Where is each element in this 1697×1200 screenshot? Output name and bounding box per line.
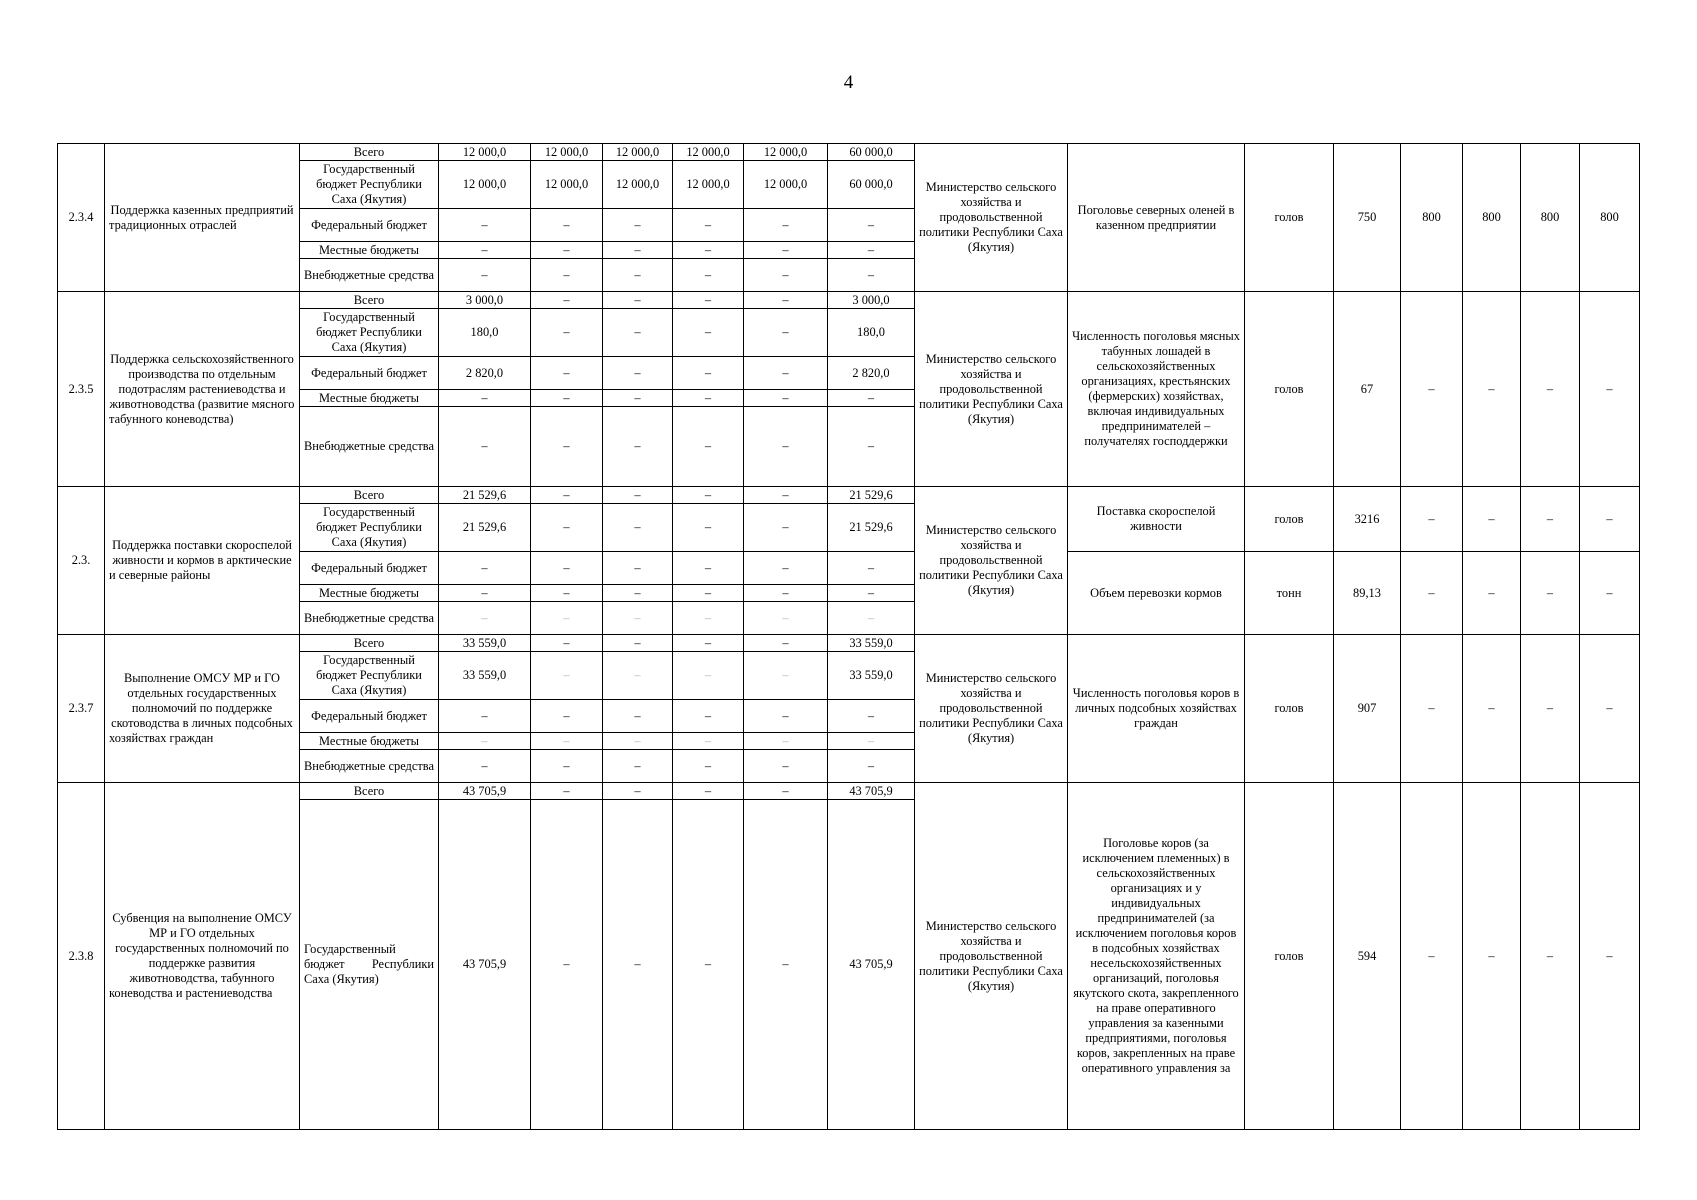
value-cell: –: [673, 390, 744, 407]
value-cell: –: [673, 242, 744, 259]
value-cell: –: [603, 783, 673, 800]
indicator-value: –: [1521, 487, 1580, 552]
value-cell: –: [744, 700, 828, 733]
source-label: Внебюджетные средства: [300, 259, 439, 292]
value-cell: –: [673, 635, 744, 652]
page-number: 4: [843, 72, 854, 93]
source-label: Федеральный бюджет: [300, 357, 439, 390]
indicator-value: –: [1463, 635, 1521, 783]
value-cell: –: [531, 783, 603, 800]
value-cell: –: [828, 602, 915, 635]
indicator-value: –: [1401, 552, 1463, 635]
value-cell: –: [744, 504, 828, 552]
value-cell: 21 529,6: [828, 487, 915, 504]
value-cell: –: [603, 504, 673, 552]
value-cell: 2 820,0: [828, 357, 915, 390]
measure-code: 2.3.7: [58, 635, 105, 783]
value-cell: –: [673, 750, 744, 783]
value-cell: –: [744, 242, 828, 259]
indicator-value: 67: [1334, 292, 1401, 487]
indicator-value: –: [1401, 783, 1463, 1130]
value-cell: –: [744, 209, 828, 242]
indicator-value: –: [1521, 635, 1580, 783]
table-row: [58, 292, 1640, 309]
value-cell: –: [673, 292, 744, 309]
source-label: Внебюджетные средства: [300, 602, 439, 635]
value-cell: –: [439, 552, 531, 585]
indicator-value: –: [1463, 487, 1521, 552]
value-cell: –: [673, 700, 744, 733]
value-cell: –: [744, 309, 828, 357]
value-cell: –: [531, 259, 603, 292]
source-label: Местные бюджеты: [300, 390, 439, 407]
indicator-value: 89,13: [1334, 552, 1401, 635]
indicator-value: –: [1521, 783, 1580, 1130]
value-cell: –: [673, 504, 744, 552]
value-cell: –: [744, 800, 828, 1130]
indicator-value: –: [1463, 783, 1521, 1130]
source-label: Всего: [300, 292, 439, 309]
value-cell: 12 000,0: [673, 144, 744, 161]
measure-code: 2.3.: [58, 487, 105, 635]
value-cell: 2 820,0: [439, 357, 531, 390]
value-cell: –: [828, 390, 915, 407]
indicator-value: 594: [1334, 783, 1401, 1130]
value-cell: –: [603, 733, 673, 750]
value-cell: –: [744, 585, 828, 602]
value-cell: 12 000,0: [531, 161, 603, 209]
value-cell: –: [531, 635, 603, 652]
value-cell: –: [603, 552, 673, 585]
value-cell: 21 529,6: [828, 504, 915, 552]
value-cell: 12 000,0: [439, 161, 531, 209]
value-cell: 3 000,0: [828, 292, 915, 309]
value-cell: –: [828, 209, 915, 242]
value-cell: 12 000,0: [744, 161, 828, 209]
indicator-value: –: [1401, 635, 1463, 783]
value-cell: –: [828, 700, 915, 733]
value-cell: –: [744, 407, 828, 487]
source-label: Федеральный бюджет: [300, 209, 439, 242]
value-cell: –: [603, 750, 673, 783]
value-cell: –: [531, 552, 603, 585]
indicator-value: 800: [1401, 144, 1463, 292]
measure-name: Поддержка поставки скороспелой живности и кормов в арктические и северные районы: [105, 487, 300, 635]
value-cell: –: [531, 309, 603, 357]
value-cell: 33 559,0: [828, 635, 915, 652]
value-cell: 43 705,9: [828, 783, 915, 800]
value-cell: –: [439, 585, 531, 602]
value-cell: –: [744, 635, 828, 652]
source-label: Внебюджетные средства: [300, 750, 439, 783]
indicator-value: –: [1401, 292, 1463, 487]
value-cell: –: [439, 259, 531, 292]
value-cell: –: [439, 242, 531, 259]
table-row: [58, 635, 1640, 652]
value-cell: –: [673, 783, 744, 800]
value-cell: –: [531, 487, 603, 504]
value-cell: –: [603, 209, 673, 242]
source-label: Внебюджетные средства: [300, 407, 439, 487]
indicator-value: –: [1580, 552, 1640, 635]
executor: Министерство сельского хозяйства и продовольственной политики Республики Саха (Якутия): [915, 487, 1068, 635]
value-cell: –: [531, 733, 603, 750]
value-cell: –: [603, 242, 673, 259]
executor: Министерство сельского хозяйства и продовольственной политики Республики Саха (Якутия): [915, 635, 1068, 783]
indicator-value: 3216: [1334, 487, 1401, 552]
source-label: Государственный бюджет Республики Саха (Якутия): [300, 161, 439, 209]
value-cell: 180,0: [828, 309, 915, 357]
indicator-value: –: [1521, 292, 1580, 487]
value-cell: 21 529,6: [439, 487, 531, 504]
value-cell: –: [531, 390, 603, 407]
measure-name: Поддержка казенных предприятий традиционных отраслей: [105, 144, 300, 292]
value-cell: –: [744, 552, 828, 585]
value-cell: –: [673, 209, 744, 242]
value-cell: –: [744, 733, 828, 750]
value-cell: 43 705,9: [439, 800, 531, 1130]
source-label: Всего: [300, 487, 439, 504]
value-cell: 21 529,6: [439, 504, 531, 552]
indicator-value: –: [1463, 552, 1521, 635]
value-cell: –: [531, 602, 603, 635]
value-cell: –: [673, 800, 744, 1130]
indicator-name: Объем перевозки кормов: [1068, 552, 1245, 635]
value-cell: –: [439, 390, 531, 407]
indicator-value: 800: [1521, 144, 1580, 292]
value-cell: –: [673, 309, 744, 357]
value-cell: –: [439, 750, 531, 783]
program-measures-table: [57, 143, 1640, 1130]
value-cell: –: [603, 292, 673, 309]
value-cell: –: [673, 487, 744, 504]
indicator-unit: голов: [1245, 635, 1334, 783]
value-cell: –: [744, 487, 828, 504]
indicator-value: 800: [1580, 144, 1640, 292]
value-cell: –: [744, 652, 828, 700]
executor: Министерство сельского хозяйства и продовольственной политики Республики Саха (Якутия): [915, 292, 1068, 487]
value-cell: 43 705,9: [439, 783, 531, 800]
source-label: Местные бюджеты: [300, 733, 439, 750]
value-cell: –: [531, 357, 603, 390]
value-cell: 33 559,0: [439, 635, 531, 652]
value-cell: –: [828, 733, 915, 750]
table-row: [58, 783, 1640, 800]
indicator-unit: голов: [1245, 144, 1334, 292]
value-cell: 12 000,0: [531, 144, 603, 161]
value-cell: 12 000,0: [744, 144, 828, 161]
indicator-unit: тонн: [1245, 552, 1334, 635]
value-cell: 33 559,0: [439, 652, 531, 700]
value-cell: –: [828, 552, 915, 585]
value-cell: –: [603, 635, 673, 652]
source-label: Государственный бюджет Республики Саха (Якутия): [300, 652, 439, 700]
source-label: Местные бюджеты: [300, 242, 439, 259]
indicator-value: 800: [1463, 144, 1521, 292]
value-cell: –: [603, 259, 673, 292]
value-cell: 33 559,0: [828, 652, 915, 700]
value-cell: –: [673, 733, 744, 750]
value-cell: –: [673, 585, 744, 602]
indicator-value: 750: [1334, 144, 1401, 292]
indicator-unit: голов: [1245, 292, 1334, 487]
source-label: Государственный бюджет Республики Саха (Якутия): [300, 800, 439, 1130]
value-cell: –: [744, 292, 828, 309]
value-cell: 60 000,0: [828, 161, 915, 209]
value-cell: 180,0: [439, 309, 531, 357]
value-cell: –: [603, 700, 673, 733]
indicator-value: –: [1580, 292, 1640, 487]
value-cell: –: [744, 259, 828, 292]
source-label: Всего: [300, 144, 439, 161]
indicator-value: –: [1580, 783, 1640, 1130]
table-row: [58, 487, 1640, 504]
value-cell: 12 000,0: [603, 144, 673, 161]
value-cell: –: [439, 733, 531, 750]
indicator-name: Численность поголовья мясных табунных лошадей в сельскохозяйственных организациях, крестьянских (фермерских) хозяйствах, включая индивидуальных предпринимателей – получателях господдержки: [1068, 292, 1245, 487]
value-cell: –: [603, 390, 673, 407]
value-cell: –: [531, 800, 603, 1130]
executor: Министерство сельского хозяйства и продовольственной политики Республики Саха (Якутия): [915, 783, 1068, 1130]
value-cell: –: [603, 357, 673, 390]
value-cell: –: [744, 390, 828, 407]
value-cell: 12 000,0: [603, 161, 673, 209]
indicator-value: –: [1463, 292, 1521, 487]
table-row: [58, 144, 1640, 161]
value-cell: –: [828, 242, 915, 259]
value-cell: –: [531, 292, 603, 309]
value-cell: –: [531, 652, 603, 700]
source-label: Всего: [300, 783, 439, 800]
indicator-name: Поголовье коров (за исключением племенных) в сельскохозяйственных организациях и у индивидуальных предпринимателей (за исключением поголовья коров в подсобных хозяйствах несельскохозяйственных организаций, поголовья якутского скота, закрепленного на праве оперативного управления за казенными предприятиями, поголовья коров, закрепленных на праве оперативного управления за: [1068, 783, 1245, 1130]
value-cell: –: [744, 783, 828, 800]
value-cell: –: [531, 700, 603, 733]
indicator-name: Поставка скороспелой живности: [1068, 487, 1245, 552]
value-cell: –: [673, 552, 744, 585]
indicator-value: –: [1401, 487, 1463, 552]
indicator-name: Поголовье северных оленей в казенном предприятии: [1068, 144, 1245, 292]
value-cell: –: [673, 652, 744, 700]
measure-code: 2.3.8: [58, 783, 105, 1130]
value-cell: –: [531, 750, 603, 783]
value-cell: –: [603, 309, 673, 357]
executor: Министерство сельского хозяйства и продовольственной политики Республики Саха (Якутия): [915, 144, 1068, 292]
value-cell: –: [828, 259, 915, 292]
measure-name: Выполнение ОМСУ МР и ГО отдельных государственных полномочий по поддержке скотоводства в личных подсобных хозяйствах граждан: [105, 635, 300, 783]
indicator-name: Численность поголовья коров в личных подсобных хозяйствах граждан: [1068, 635, 1245, 783]
value-cell: –: [673, 407, 744, 487]
value-cell: –: [531, 209, 603, 242]
value-cell: –: [828, 750, 915, 783]
value-cell: –: [673, 602, 744, 635]
measure-code: 2.3.4: [58, 144, 105, 292]
value-cell: 60 000,0: [828, 144, 915, 161]
value-cell: –: [673, 357, 744, 390]
indicator-value: –: [1521, 552, 1580, 635]
value-cell: 12 000,0: [439, 144, 531, 161]
value-cell: –: [531, 585, 603, 602]
measure-name: Поддержка сельскохозяйственного производства по отдельным подотраслям растениеводства и животноводства (развитие мясного табунного коневодства): [105, 292, 300, 487]
source-label: Всего: [300, 635, 439, 652]
source-label: Федеральный бюджет: [300, 552, 439, 585]
measure-code: 2.3.5: [58, 292, 105, 487]
value-cell: –: [531, 407, 603, 487]
value-cell: –: [531, 242, 603, 259]
value-cell: –: [603, 800, 673, 1130]
value-cell: –: [531, 504, 603, 552]
value-cell: –: [744, 602, 828, 635]
value-cell: –: [603, 487, 673, 504]
value-cell: –: [439, 602, 531, 635]
value-cell: –: [439, 700, 531, 733]
source-label: Местные бюджеты: [300, 585, 439, 602]
value-cell: –: [744, 357, 828, 390]
value-cell: –: [603, 602, 673, 635]
source-label: Государственный бюджет Республики Саха (Якутия): [300, 504, 439, 552]
value-cell: –: [673, 259, 744, 292]
value-cell: 43 705,9: [828, 800, 915, 1130]
value-cell: –: [439, 407, 531, 487]
value-cell: –: [744, 750, 828, 783]
value-cell: –: [603, 585, 673, 602]
indicator-value: –: [1580, 487, 1640, 552]
indicator-value: 907: [1334, 635, 1401, 783]
value-cell: –: [603, 652, 673, 700]
indicator-value: –: [1580, 635, 1640, 783]
value-cell: 12 000,0: [673, 161, 744, 209]
value-cell: –: [828, 407, 915, 487]
value-cell: –: [828, 585, 915, 602]
value-cell: –: [603, 407, 673, 487]
value-cell: 3 000,0: [439, 292, 531, 309]
indicator-unit: голов: [1245, 783, 1334, 1130]
indicator-unit: голов: [1245, 487, 1334, 552]
measure-name: Субвенция на выполнение ОМСУ МР и ГО отдельных государственных полномочий по поддержке развития животноводства, табунного коневодства и растениеводства: [105, 783, 300, 1130]
value-cell: –: [439, 209, 531, 242]
source-label: Государственный бюджет Республики Саха (Якутия): [300, 309, 439, 357]
source-label: Федеральный бюджет: [300, 700, 439, 733]
